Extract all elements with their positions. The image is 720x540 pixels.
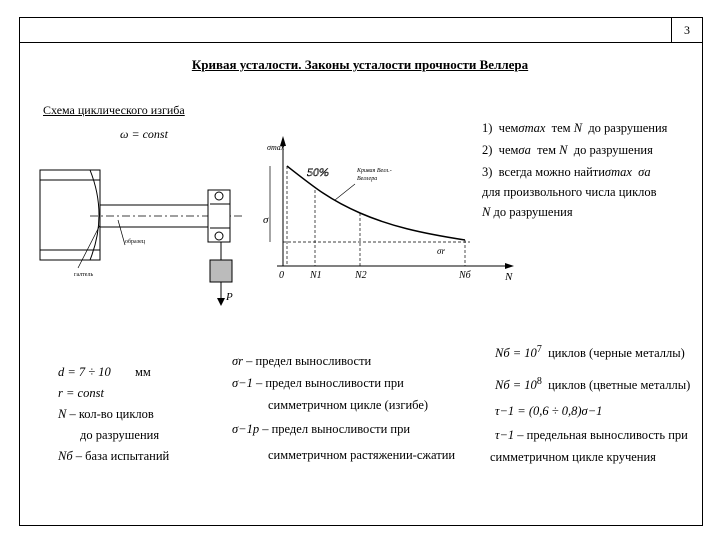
param-d-unit: мм bbox=[135, 365, 151, 379]
def-2: σ−1 – предел выносливости при bbox=[232, 376, 404, 390]
chuck bbox=[40, 170, 100, 260]
curve-label-1: Кривая Велл.- bbox=[357, 168, 392, 174]
percent-label: 50% bbox=[307, 165, 329, 179]
param-n: N – кол-во циклов bbox=[58, 407, 154, 421]
law-3: 3) всегда можно найтиσmax σa bbox=[482, 165, 651, 179]
base-4-cont: симметричном цикле кручения bbox=[490, 450, 656, 464]
law-2: 2) чемσa тем N до разрушения bbox=[482, 143, 653, 157]
x-axis-label: N bbox=[505, 271, 513, 283]
param-r: r = const bbox=[58, 386, 104, 400]
base-3: τ−1 = (0,6 ÷ 0,8)σ−1 bbox=[495, 404, 603, 418]
base-1: Nб = $10^7$ циклов (черные металлы) bbox=[495, 344, 685, 361]
param-n-2: до разрушения bbox=[80, 428, 160, 442]
x-tick-nb: Nб bbox=[459, 270, 471, 281]
x-tick-n1: N1 bbox=[310, 270, 322, 281]
y-axis-label: σmax bbox=[267, 143, 285, 152]
page-number: 3 bbox=[671, 18, 702, 42]
y-value-label: σ bbox=[263, 214, 269, 226]
load-weight bbox=[210, 260, 232, 282]
limit-label: σr bbox=[437, 246, 445, 256]
curve-label-2: Веллера bbox=[357, 176, 378, 182]
header-divider bbox=[20, 42, 702, 43]
x-tick-n2: N2 bbox=[355, 270, 367, 281]
omega-label: ω = const bbox=[120, 127, 168, 141]
scheme-title: Схема циклического изгиба bbox=[43, 103, 185, 117]
law-3-cont-1: для произвольного числа циклов bbox=[482, 185, 657, 199]
param-nb: Nб – база испытаний bbox=[58, 449, 170, 463]
param-d: d = 7 ÷ 10 bbox=[58, 365, 111, 379]
fillet-label: галтель bbox=[74, 272, 94, 278]
law-3-cont-2: N до разрушения bbox=[482, 205, 573, 219]
specimen-label: образец bbox=[125, 239, 145, 245]
def-3-cont: симметричном растяжении-сжатии bbox=[268, 448, 456, 462]
def-2-cont: симметричном цикле (изгибе) bbox=[268, 398, 429, 412]
bending-scheme bbox=[30, 120, 255, 310]
def-1: σr – предел выносливости bbox=[232, 354, 372, 368]
base-4: τ−1 – предельная выносливость при bbox=[495, 428, 688, 442]
base-2: Nб = $10^8$ циклов (цветные металлы) bbox=[495, 376, 691, 393]
page-title: Кривая усталости. Законы усталости прочности Веллера bbox=[191, 57, 529, 72]
law-1: 1) чемσmax тем N до разрушения bbox=[482, 121, 668, 135]
def-3: σ−1p – предел выносливости при bbox=[232, 422, 411, 436]
origin-label: 0 bbox=[279, 270, 284, 281]
force-label: P bbox=[226, 291, 233, 303]
